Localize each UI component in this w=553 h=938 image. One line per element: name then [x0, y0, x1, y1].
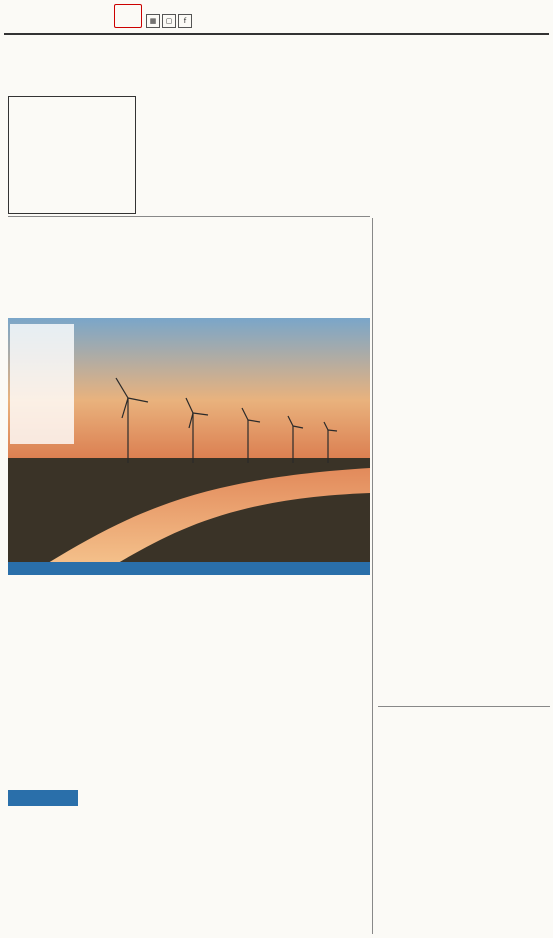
divider: [8, 216, 370, 217]
china-times-logo: [503, 2, 549, 30]
body-text-lines: [142, 96, 550, 214]
app-icon: ▢: [162, 14, 176, 28]
main-body-columns: [142, 96, 550, 214]
story3-body: [8, 638, 370, 784]
housing-headline: [374, 228, 424, 528]
lead-box: [8, 96, 136, 214]
divider: [378, 706, 550, 707]
qr-code-icon: ▦: [146, 14, 160, 28]
body-text-lines: [8, 820, 370, 932]
photo-tag-box: [10, 324, 74, 444]
facebook-icon: f: [178, 14, 192, 28]
masthead-rule: [4, 33, 549, 35]
story4-body: [8, 820, 370, 932]
housing-body: [426, 228, 550, 536]
chinatimes-news-logo: [114, 4, 142, 28]
column-divider: [372, 218, 373, 934]
body-text-lines: [8, 252, 370, 314]
social-icons: [146, 8, 194, 28]
story5-body: [378, 768, 550, 908]
body-text-lines: [378, 768, 550, 908]
story2-body: [8, 252, 370, 314]
photo-tag-title: [10, 324, 74, 328]
story4-tag: [8, 790, 78, 806]
photo-caption: [8, 562, 370, 575]
body-text-lines: [8, 638, 370, 784]
chart-svg: [378, 542, 550, 662]
body-text-lines: [426, 228, 550, 536]
masthead: [0, 0, 553, 34]
renewable-chart: [378, 542, 550, 692]
